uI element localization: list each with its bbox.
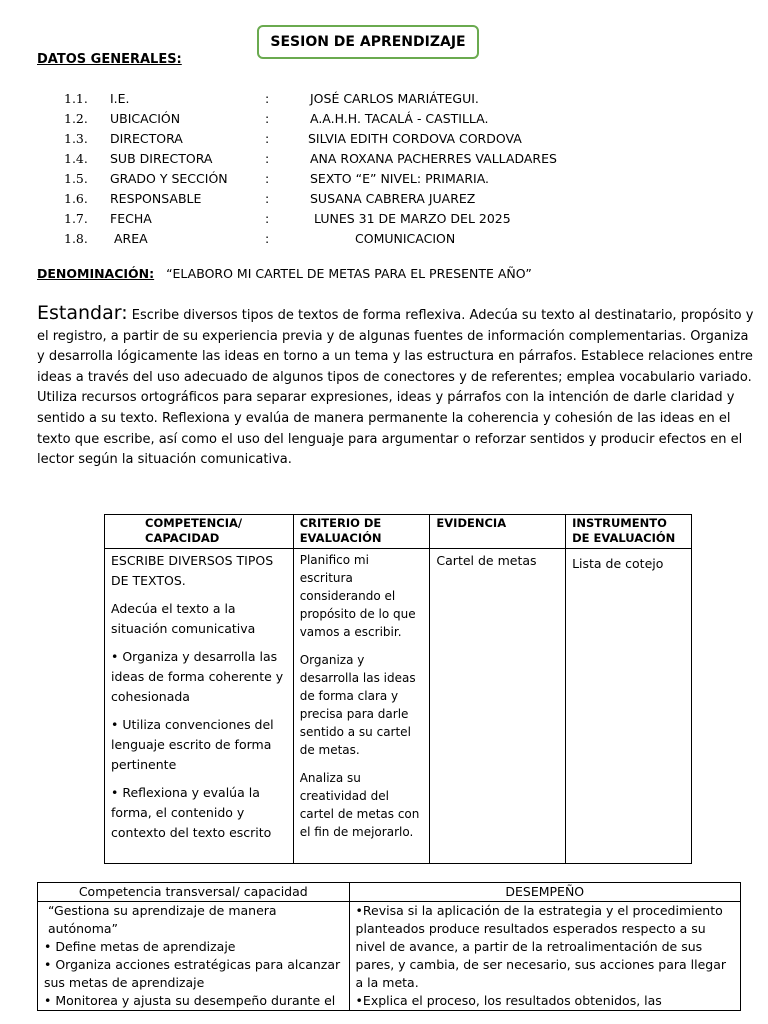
- estandar-text: Escribe diversos tipos de textos de forma reflexiva. Adecúa su texto al destinatario, propósito y el registro, a partir de su experiencia previa y de algunas fuentes de información complementarias. Organiza y desarrolla lógicamente las ideas en torno a un tema y las estructura en párrafos. Establece relaciones entre ideas a través del uso adecuado de algunos tipos de conectores y de referentes; emplea vocabulario variado. Utiliza recursos ortográficos para separar expresiones, ideas y párrafos con la intención de darle claridad y sentido a su texto. Reflexiona y evalúa de manera permanente la coherencia y cohesión de las ideas en el texto que escribe, así como el uso del lenguaje para argumentar o reforzar sentidos y producir efectos en el lector según la situación comunicativa.: [37, 308, 754, 468]
- item-value: ANA ROXANA PACHERRES VALLADARES: [310, 151, 557, 166]
- header-desempeno: DESEMPEÑO: [349, 883, 740, 902]
- desempeno-item: •Revisa si la aplicación de la estrategia y el procedimiento planteados produce resultados esperados respecto a su nivel de avance, a partir de la retroalimentación de sus pares, y cambia, de ser necesario, sus acciones para llegar a la meta.: [355, 903, 726, 990]
- item-label: DIRECTORA: [110, 131, 183, 146]
- item-number: 1.5.: [64, 171, 88, 186]
- item-value: A.A.H.H. TACALÁ - CASTILLA.: [310, 111, 489, 126]
- transversal-left-cell: [38, 902, 350, 1011]
- item-colon: :: [265, 131, 270, 146]
- header-evidencia: EVIDENCIA: [430, 515, 566, 549]
- item-value: SILVIA EDITH CORDOVA CORDOVA: [308, 131, 522, 146]
- header-criterio: CRITERIO DE EVALUACIÓN: [293, 515, 430, 549]
- evidencia-cell: Cartel de metas: [430, 549, 566, 864]
- transversal-table: [37, 882, 741, 1011]
- criterio-cell: [293, 549, 430, 864]
- item-value: SUSANA CABRERA JUAREZ: [310, 191, 476, 206]
- item-value: SEXTO “E” NIVEL: PRIMARIA.: [310, 171, 490, 186]
- criterio-item: Organiza y desarrolla las ideas de forma clara y precisa para darle sentido a su cartel de metas.: [299, 653, 416, 757]
- item-value: JOSÉ CARLOS MARIÁTEGUI.: [310, 91, 479, 106]
- competencia-item: Adecúa el texto a la situación comunicativa: [111, 601, 256, 636]
- header-competencia-transversal: Competencia transversal/ capacidad: [38, 883, 350, 902]
- estandar-label: Estandar:: [37, 302, 128, 324]
- item-label: RESPONSABLE: [110, 191, 202, 206]
- evaluation-table: [104, 514, 692, 864]
- criterio-item: Analiza su creatividad del cartel de metas con el fin de mejorarlo.: [299, 771, 420, 839]
- transversal-item: “Gestiona su aprendizaje de manera autónoma”: [48, 903, 277, 936]
- page-title: SESION DE APRENDIZAJE: [257, 25, 479, 59]
- general-data-heading: DATOS GENERALES:: [37, 52, 182, 67]
- transversal-item: • Define metas de aprendizaje: [44, 939, 236, 954]
- item-label: AREA: [114, 231, 148, 246]
- desempeno-cell: [349, 902, 740, 1011]
- estandar-paragraph: [37, 303, 757, 471]
- item-label: GRADO Y SECCIÓN: [110, 171, 228, 186]
- item-colon: :: [265, 151, 270, 166]
- header-instrumento: INSTRUMENTO DE EVALUACIÓN: [566, 515, 692, 549]
- competencia-item: ESCRIBE DIVERSOS TIPOS DE TEXTOS.: [111, 553, 274, 588]
- item-number: 1.8.: [64, 231, 88, 246]
- denominacion: [37, 266, 532, 281]
- item-colon: :: [265, 211, 270, 226]
- competencia-cell: [105, 549, 294, 864]
- item-label: UBICACIÓN: [110, 111, 181, 126]
- item-number: 1.1.: [64, 91, 88, 106]
- item-colon: :: [265, 191, 270, 206]
- transversal-item: • Monitorea y ajusta su desempeño durante el: [44, 993, 336, 1008]
- item-colon: :: [265, 111, 270, 126]
- item-number: 1.3.: [64, 131, 88, 146]
- instrumento-cell: Lista de cotejo: [566, 549, 692, 864]
- transversal-item: • Organiza acciones estratégicas para alcanzar sus metas de aprendizaje: [44, 957, 341, 990]
- item-value: COMUNICACION: [355, 231, 456, 246]
- denominacion-label: DENOMINACIÓN:: [37, 266, 155, 281]
- item-value: LUNES 31 DE MARZO DEL 2025: [314, 211, 511, 226]
- item-number: 1.4.: [64, 151, 88, 166]
- competencia-item: • Reflexiona y evalúa la forma, el contenido y contexto del texto escrito: [111, 785, 272, 840]
- item-label: FECHA: [110, 211, 152, 226]
- item-colon: :: [265, 231, 270, 246]
- desempeno-item: •Explica el proceso, los resultados obtenidos, las: [355, 993, 662, 1008]
- item-colon: :: [265, 91, 270, 106]
- item-label: I.E.: [110, 91, 130, 106]
- item-label: SUB DIRECTORA: [110, 151, 213, 166]
- competencia-item: • Utiliza convenciones del lenguaje escrito de forma pertinente: [111, 717, 274, 772]
- item-colon: :: [265, 171, 270, 186]
- item-number: 1.6.: [64, 191, 88, 206]
- denominacion-value: “ELABORO MI CARTEL DE METAS PARA EL PRESENTE AÑO”: [166, 266, 532, 281]
- criterio-item: Planifico mi escritura considerando el propósito de lo que vamos a escribir.: [299, 553, 416, 639]
- competencia-item: • Organiza y desarrolla las ideas de forma coherente y cohesionada: [111, 649, 284, 704]
- item-number: 1.2.: [64, 111, 88, 126]
- header-competencia: COMPETENCIA/ CAPACIDAD: [105, 515, 294, 549]
- item-number: 1.7.: [64, 211, 88, 226]
